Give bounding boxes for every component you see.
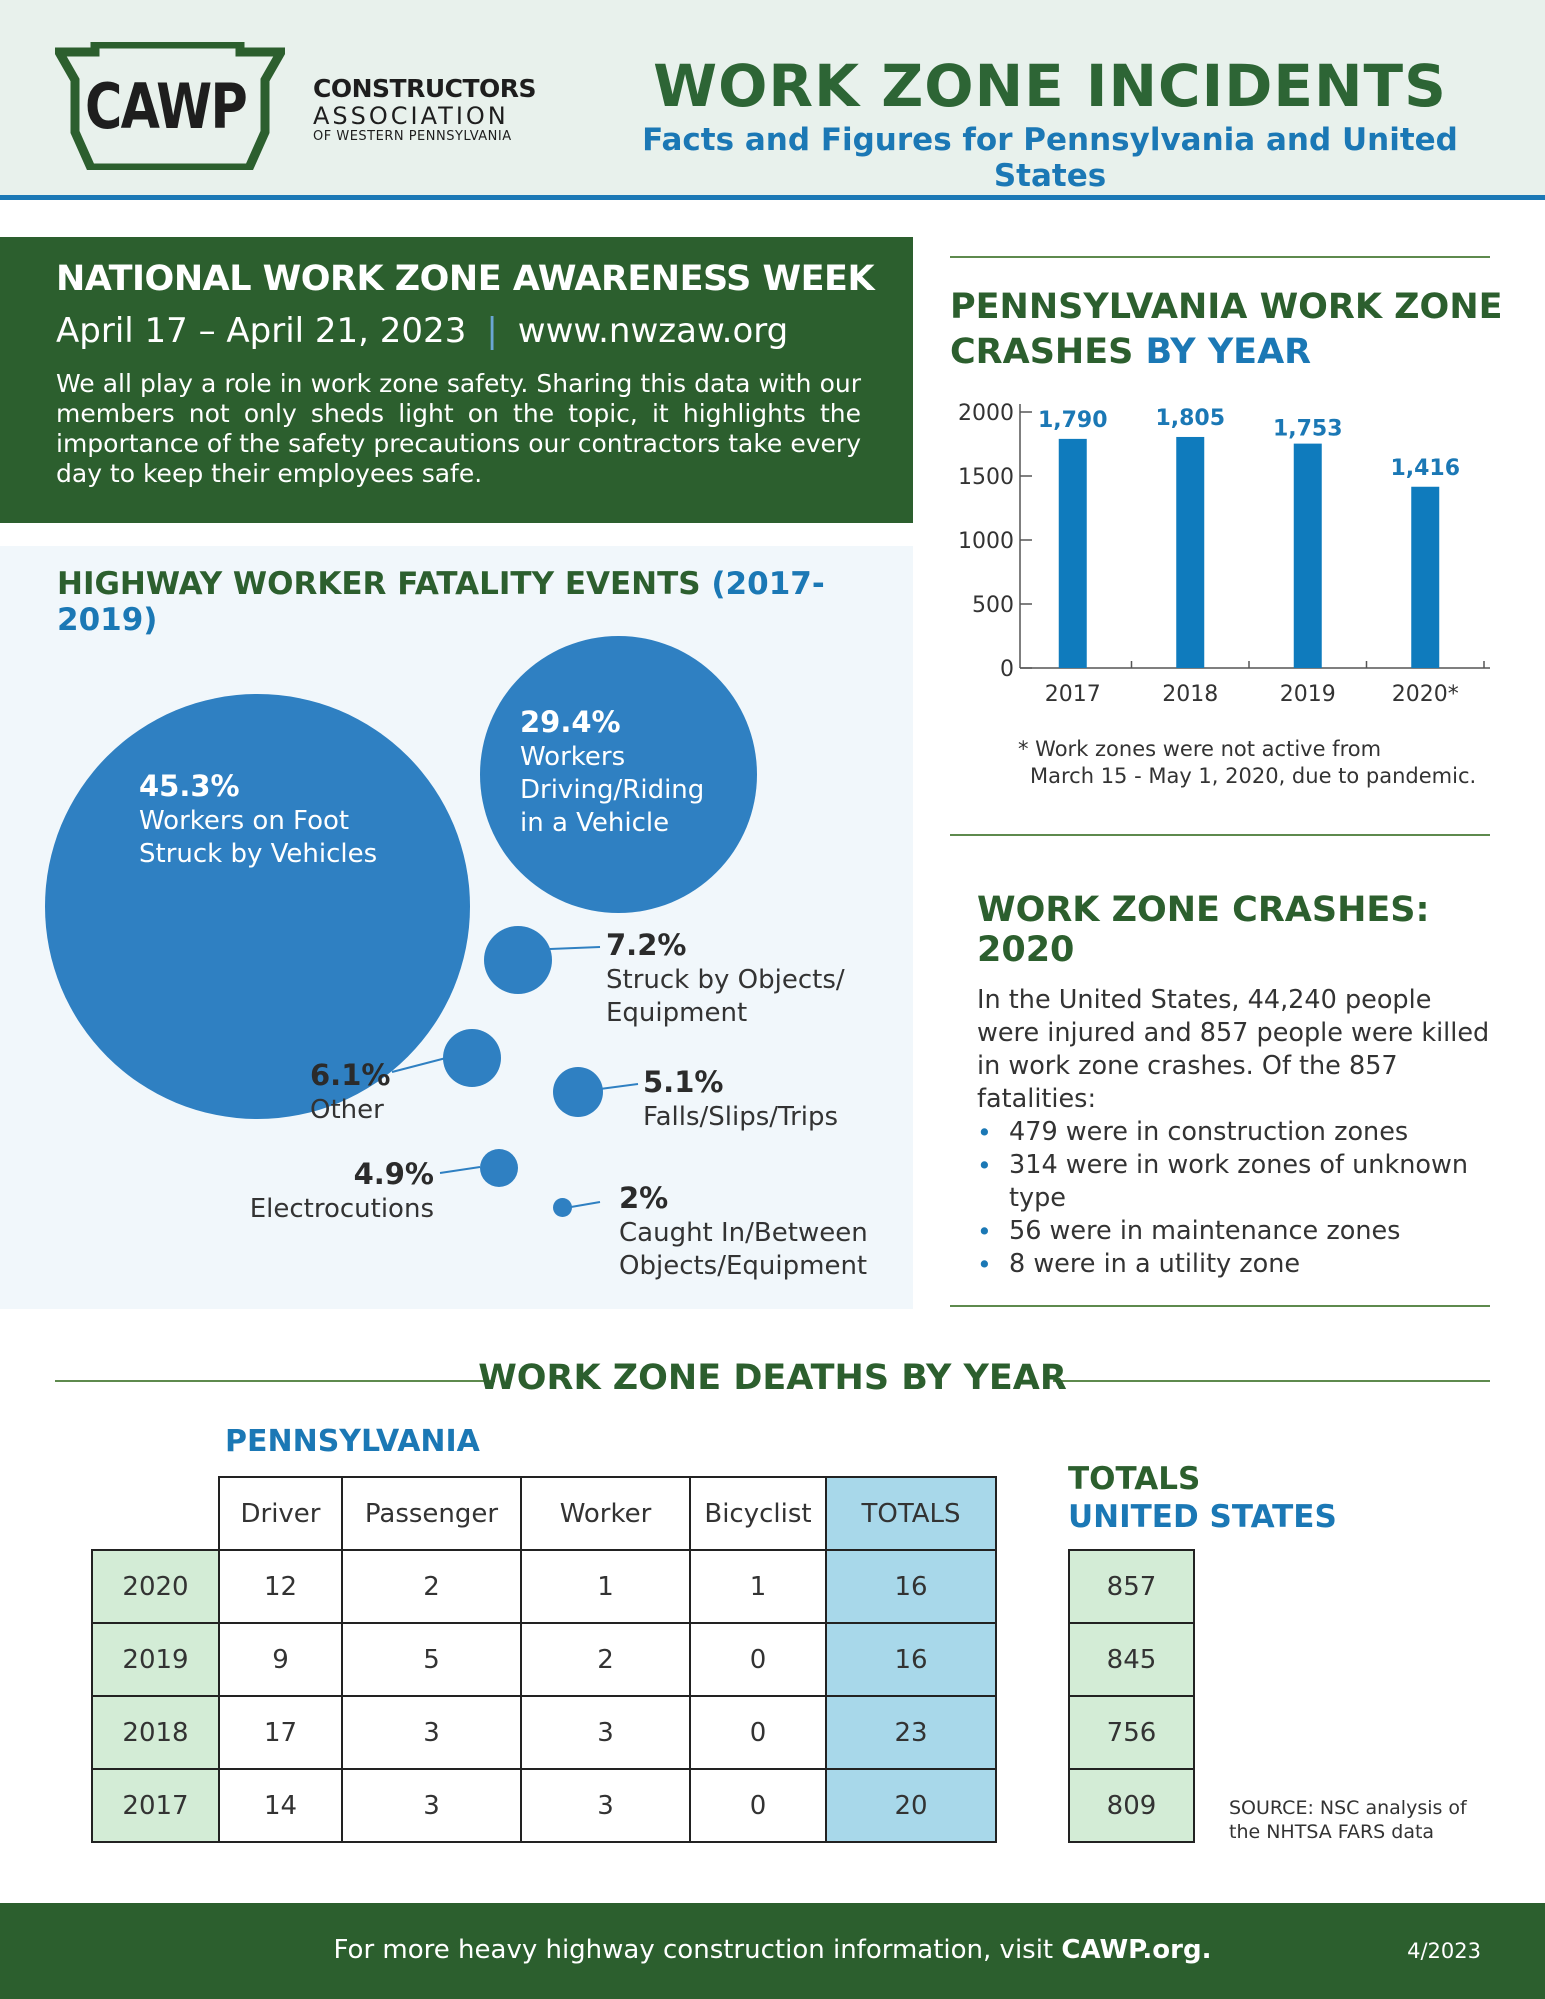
column-header: Bicyclist [690,1477,826,1550]
crashes-2020-title: WORK ZONE CRASHES: 2020 [977,890,1430,970]
row-year: 2020 [92,1550,219,1623]
divider [950,256,1490,258]
table-cell: 0 [690,1696,826,1769]
table-cell: 3 [521,1696,690,1769]
footer-date: 4/2023 [1407,1939,1481,1963]
pa-crashes-title [950,285,1503,375]
crashes-2020-intro: In the United States, 44,240 people were injured and 857 people were killed in work zone crashes. Of the 857 fatalities: [977,985,1490,1114]
x-tick-label: 2020* [1391,682,1459,707]
pa-crashes-title-line2a: CRASHES [950,332,1134,372]
pa-deaths-table [91,1476,997,1843]
label-line: Caught In/Between [619,1218,868,1248]
assoc-line-1: CONSTRUCTORS [313,74,537,103]
table-cell-total: 20 [826,1769,996,1842]
chart-footnote [1018,736,1476,790]
table-corner [92,1477,219,1550]
table-cell-total: 16 [826,1623,996,1696]
bubble-falls [553,1067,603,1117]
column-header: Driver [219,1477,342,1550]
footer [0,1903,1545,1999]
table-row [92,1550,996,1623]
page-title: WORK ZONE INCIDENTS [653,52,1447,120]
footer-link[interactable]: CAWP.org. [1061,1935,1212,1965]
table-row [1069,1623,1194,1696]
nwzaw-website-link[interactable]: www.nwzaw.org [517,311,789,351]
label-falls [643,1066,838,1134]
us-totals-title-line1: TOTALS [1068,1461,1201,1497]
crashes-2020-section [977,890,1497,1281]
bar-2017 [1059,439,1087,668]
connector-line [600,1084,638,1089]
table-cell: 2 [521,1623,690,1696]
bubble-other [443,1029,501,1087]
fatality-events-panel [0,546,913,1309]
label-line: Struck by Vehicles [139,839,378,869]
us-totals-title-line2: UNITED STATES [1068,1499,1337,1535]
column-header: Passenger [342,1477,521,1550]
deaths-title: WORK ZONE DEATHS BY YEAR [478,1358,1067,1398]
list-item: • 479 were in construction zones [977,1116,1497,1149]
y-tick-label: 1500 [958,465,1014,490]
list-item: • 314 were in work zones of unknown type [977,1149,1497,1215]
nwzaw-dates: April 17 – April 21, 2023 [56,311,467,351]
table-cell: 2 [342,1550,521,1623]
label-caught-in [619,1182,868,1283]
data-label: 1,416 [1390,455,1461,481]
y-tick-label: 1000 [958,529,1014,554]
y-tick-label: 2000 [958,401,1014,426]
bar-2020 [1411,487,1439,668]
pct-falls: 5.1% [643,1065,724,1099]
fatality-title-years: (2017-2019) [57,566,825,638]
table-cell: 9 [219,1623,342,1696]
us-totals-title [1068,1460,1337,1536]
bar-2018 [1176,437,1204,668]
divider [950,1305,1490,1307]
table-cell: 17 [219,1696,342,1769]
us-totals-table [1068,1549,1195,1843]
table-row [92,1696,996,1769]
source-note [1229,1796,1467,1844]
pct-electrocutions: 4.9% [353,1157,434,1191]
table-cell: 14 [219,1769,342,1842]
bubble-caught-in [553,1198,572,1217]
pct-workers-on-foot: 45.3% [139,769,240,803]
pct-struck-by-objects: 7.2% [606,928,687,962]
table-cell: 1 [690,1550,826,1623]
label-line: Struck by Objects/ [606,965,845,995]
row-year: 2017 [92,1769,219,1842]
data-label: 1,790 [1037,407,1108,433]
column-header: Worker [521,1477,690,1550]
divider [950,834,1490,836]
label-line: Electrocutions [249,1194,434,1224]
label-line: Workers on Foot [139,806,350,836]
table-cell: 3 [342,1696,521,1769]
x-tick-label: 2017 [1044,682,1101,707]
label-line: Other [310,1095,384,1125]
cawp-logo[interactable] [55,42,285,170]
label-line: in a Vehicle [520,808,670,838]
row-year: 2019 [92,1623,219,1696]
label-line: Driving/Riding [520,775,705,805]
assoc-line-3: OF WESTERN PENNSYLVANIA [313,129,512,144]
pct-caught-in: 2% [619,1181,669,1215]
us-total-cell: 756 [1069,1696,1194,1769]
table-row [1069,1550,1194,1623]
connector-line [550,947,600,949]
label-line: Equipment [606,998,748,1028]
header [0,0,1545,200]
table-row [92,1769,996,1842]
table-row [1069,1769,1194,1842]
data-label: 1,805 [1155,405,1226,431]
label-line: Objects/Equipment [619,1251,868,1281]
list-item: • 56 were in maintenance zones [977,1215,1497,1248]
assoc-line-2: ASSOCIATION [313,102,509,130]
footer-text [0,1935,1545,1965]
label-line: Workers [520,742,626,772]
table-cell-total: 23 [826,1696,996,1769]
connector-line [571,1202,600,1207]
pennsylvania-label: PENNSYLVANIA [225,1424,480,1459]
source-line: SOURCE: NSC analysis of [1229,1797,1467,1819]
label-struck-by-objects [606,929,845,1030]
nwzaw-separator: | [486,311,498,351]
us-total-cell: 857 [1069,1550,1194,1623]
label-other [310,1059,390,1127]
nwzaw-dates-line [56,311,913,351]
pct-workers-driving: 29.4% [520,705,621,739]
row-year: 2018 [92,1696,219,1769]
pa-crashes-chart [940,388,1500,718]
table-cell: 1 [521,1550,690,1623]
bar-2019 [1294,444,1322,668]
bubble-workers-on-foot [45,694,470,1119]
nwzaw-body: We all play a role in work zone safety. Sharing this data with our members not only sheds light on the topic, it highlights the importance of the safety precautions our contractors take every day to keep their employees safe. [56,369,861,488]
fatality-title-text: HIGHWAY WORKER FATALITY EVENTS [57,566,701,602]
us-total-cell: 845 [1069,1623,1194,1696]
association-name [313,74,536,144]
y-tick-label: 500 [972,593,1014,618]
table-cell: 5 [342,1623,521,1696]
table-cell-total: 16 [826,1550,996,1623]
nwzaw-banner [0,237,913,523]
bubble-struck-by-objects [484,926,552,994]
footer-message: For more heavy highway construction information, visit [333,1935,1054,1965]
pct-other: 6.1% [310,1058,391,1092]
pa-crashes-title-line1: PENNSYLVANIA WORK ZONE [950,287,1503,327]
table-cell: 0 [690,1769,826,1842]
data-label: 1,753 [1272,416,1343,442]
nwzaw-title: NATIONAL WORK ZONE AWARENESS WEEK [56,259,875,299]
table-cell: 12 [219,1550,342,1623]
table-cell: 3 [342,1769,521,1842]
table-header-row [92,1477,996,1550]
crashes-2020-list [977,1116,1497,1281]
column-header: TOTALS [826,1477,996,1550]
source-line: the NHTSA FARS data [1229,1821,1435,1843]
footnote-line: * Work zones were not active from [1018,737,1382,761]
y-tick-label: 0 [1000,657,1014,682]
x-tick-label: 2019 [1279,682,1336,707]
table-row [1069,1696,1194,1769]
pa-crashes-title-line2b: BY YEAR [1145,332,1312,372]
label-workers-driving [520,706,704,840]
table-cell: 0 [690,1623,826,1696]
us-total-cell: 809 [1069,1769,1194,1842]
logo-wordmark: CAWP [85,70,247,143]
list-item: • 8 were in a utility zone [977,1248,1497,1281]
connector-line [440,1167,480,1173]
label-line: Falls/Slips/Trips [643,1102,839,1132]
x-tick-label: 2018 [1162,682,1219,707]
label-workers-on-foot [139,770,377,871]
bubble-electrocutions [480,1149,518,1187]
table-cell: 3 [521,1769,690,1842]
label-electrocutions [244,1158,434,1226]
footnote-line: March 15 - May 1, 2020, due to pandemic. [1030,764,1477,788]
table-row [92,1623,996,1696]
page-subtitle: Facts and Figures for Pennsylvania and United States [642,122,1458,194]
